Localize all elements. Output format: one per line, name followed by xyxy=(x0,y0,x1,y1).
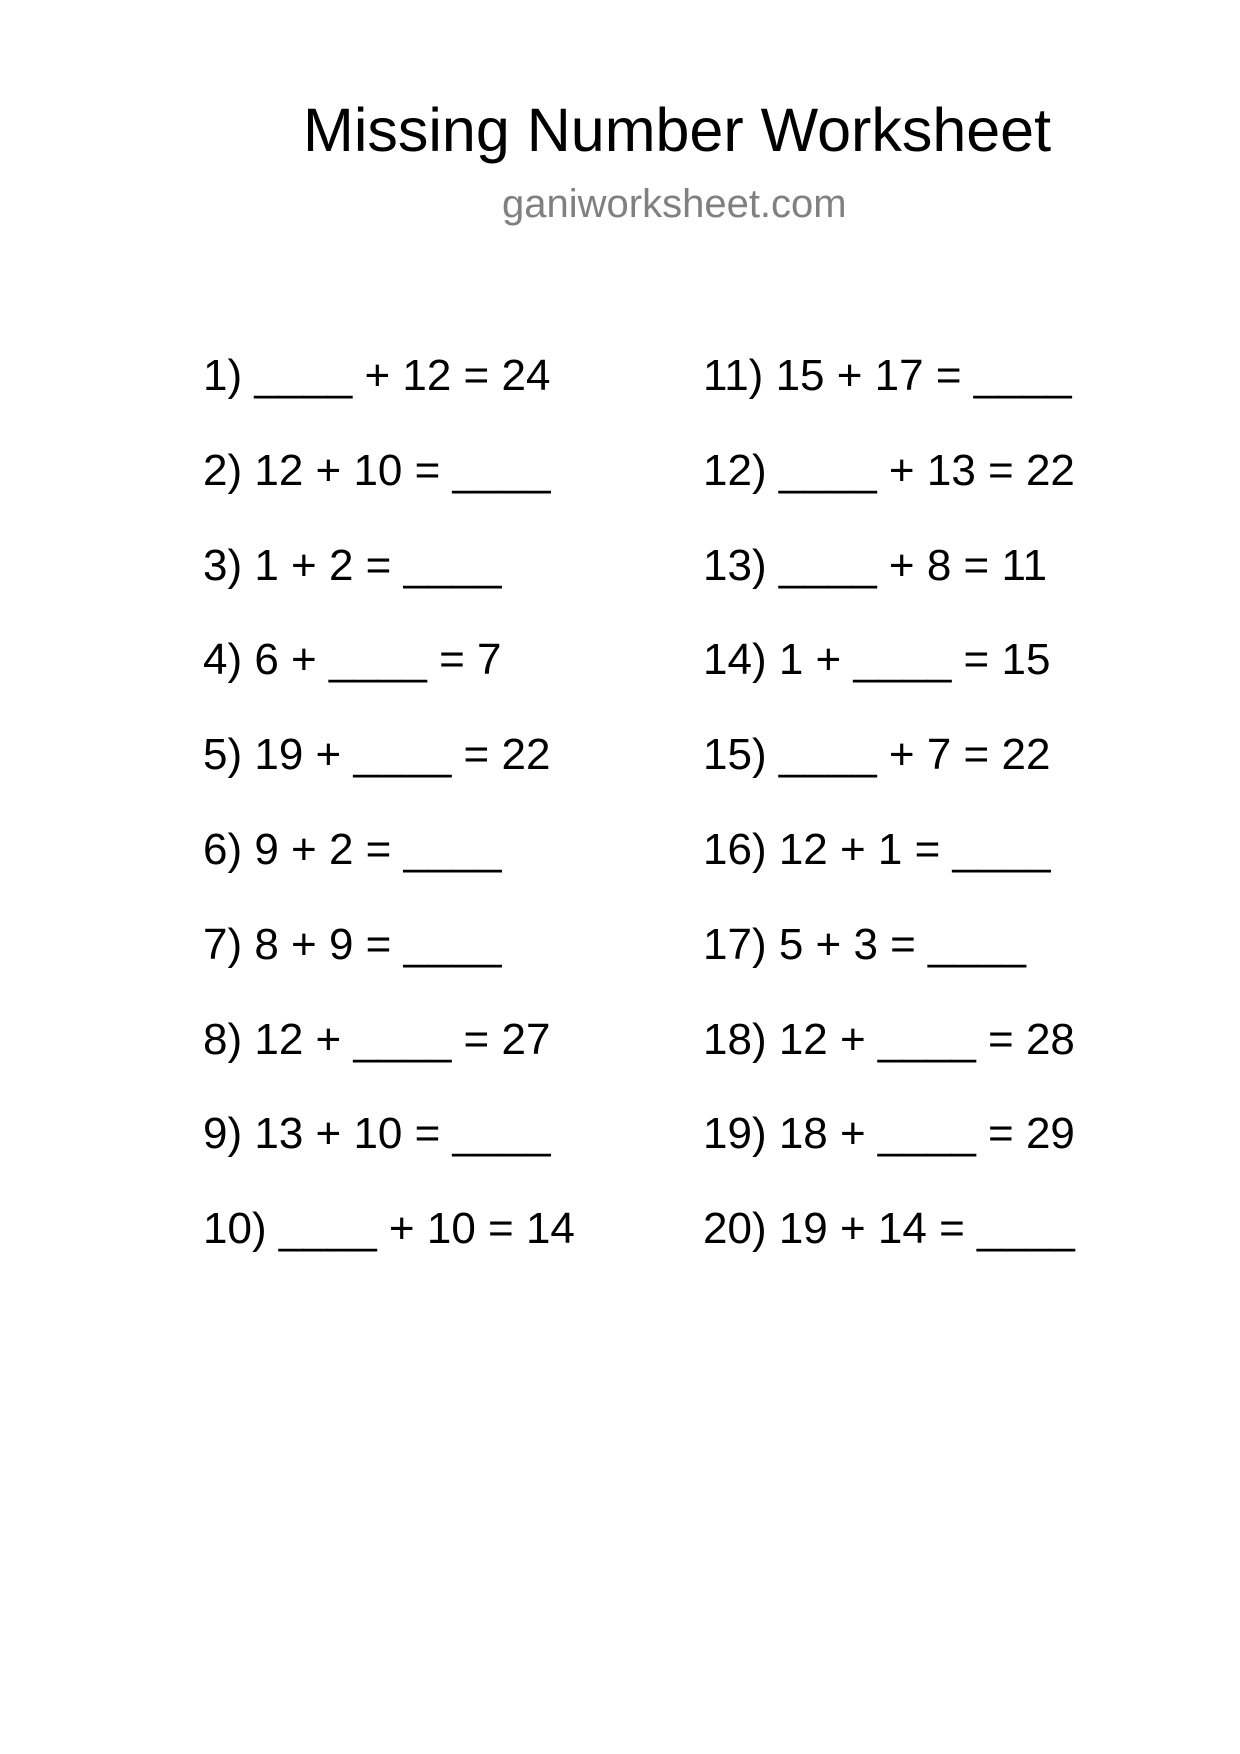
problem-equation: ____ + 10 = 14 xyxy=(278,1204,575,1253)
problem-number: 10) xyxy=(203,1204,267,1253)
problem-number: 17) xyxy=(703,920,767,969)
problem-equation: 1 + ____ = 15 xyxy=(778,635,1051,684)
problem-item xyxy=(703,351,1072,400)
problem-equation: 18 + ____ = 29 xyxy=(778,1109,1075,1158)
problem-number: 1) xyxy=(203,351,243,400)
problem-item xyxy=(203,541,502,590)
problem-number: 19) xyxy=(703,1109,767,1158)
problem-equation: ____ + 7 = 22 xyxy=(778,730,1051,779)
problem-item xyxy=(703,920,1026,969)
problem-item xyxy=(203,635,502,684)
problem-number: 11) xyxy=(703,351,764,400)
problem-number: 8) xyxy=(203,1015,243,1064)
problem-item xyxy=(703,446,1075,495)
worksheet-source: ganiworksheet.com xyxy=(502,182,847,226)
problem-number: 13) xyxy=(703,541,767,590)
problem-equation: 8 + 9 = ____ xyxy=(254,920,502,969)
problem-equation: 6 + ____ = 7 xyxy=(254,635,502,684)
worksheet-title: Missing Number Worksheet xyxy=(303,96,1052,164)
problem-equation: 12 + 1 = ____ xyxy=(778,825,1051,874)
problem-item xyxy=(703,730,1051,779)
problem-equation: ____ + 13 = 22 xyxy=(778,446,1075,495)
problem-item xyxy=(203,730,551,779)
problem-item xyxy=(203,446,551,495)
problem-item xyxy=(703,1015,1075,1064)
problem-number: 5) xyxy=(203,730,243,779)
problem-number: 15) xyxy=(703,730,767,779)
problem-equation: 19 + ____ = 22 xyxy=(254,730,551,779)
problem-equation: 9 + 2 = ____ xyxy=(254,825,502,874)
problem-item xyxy=(703,541,1048,590)
problem-item xyxy=(203,920,502,969)
problem-equation: ____ + 12 = 24 xyxy=(254,351,551,400)
problem-number: 2) xyxy=(203,446,243,495)
problem-equation: 15 + 17 = ____ xyxy=(775,351,1072,400)
problem-equation: 5 + 3 = ____ xyxy=(778,920,1026,969)
problem-item xyxy=(203,1015,551,1064)
problem-number: 7) xyxy=(203,920,243,969)
problem-item xyxy=(703,1204,1075,1253)
problem-number: 16) xyxy=(703,825,767,874)
problem-number: 3) xyxy=(203,541,243,590)
problem-item xyxy=(703,825,1051,874)
problem-item xyxy=(703,1109,1075,1158)
problem-item xyxy=(203,1204,575,1253)
problem-number: 4) xyxy=(203,635,243,684)
problem-equation: 13 + 10 = ____ xyxy=(254,1109,551,1158)
problem-number: 20) xyxy=(703,1204,767,1253)
problem-equation: ____ + 8 = 11 xyxy=(778,541,1048,590)
problem-number: 6) xyxy=(203,825,243,874)
problem-equation: 12 + 10 = ____ xyxy=(254,446,551,495)
problem-equation: 12 + ____ = 27 xyxy=(254,1015,551,1064)
problem-number: 18) xyxy=(703,1015,767,1064)
problem-number: 9) xyxy=(203,1109,243,1158)
problem-equation: 12 + ____ = 28 xyxy=(778,1015,1075,1064)
problem-equation: 19 + 14 = ____ xyxy=(778,1204,1075,1253)
problem-item xyxy=(703,635,1051,684)
problem-item xyxy=(203,351,551,400)
problem-item xyxy=(203,825,502,874)
problem-number: 14) xyxy=(703,635,767,684)
problem-item xyxy=(203,1109,551,1158)
problem-number: 12) xyxy=(703,446,767,495)
problem-equation: 1 + 2 = ____ xyxy=(254,541,502,590)
